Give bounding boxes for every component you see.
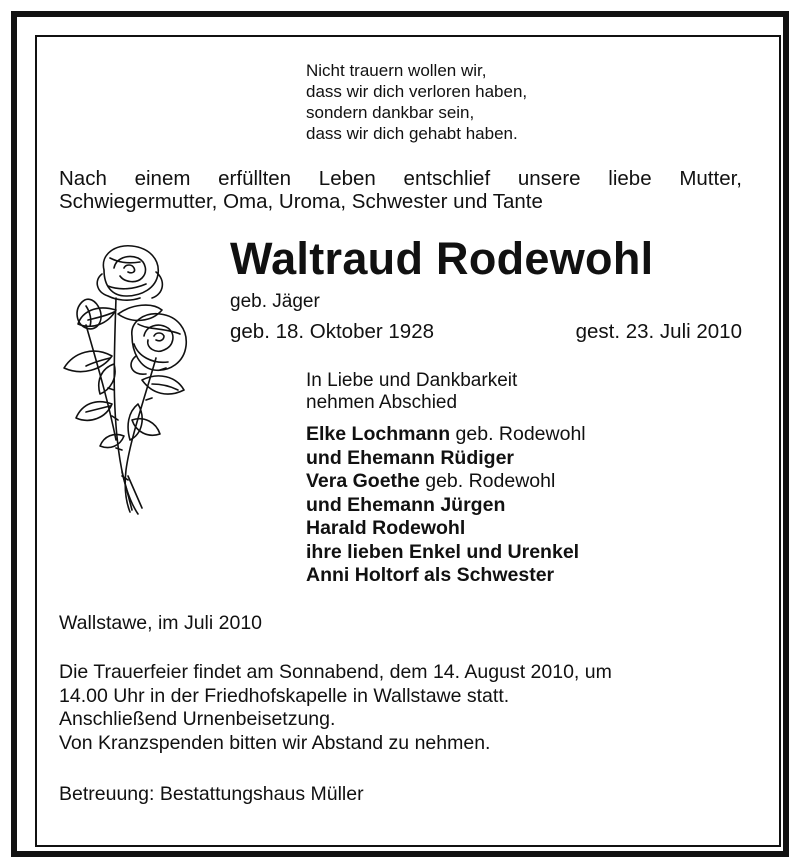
announcement-intro [59, 167, 742, 213]
mourners-list [306, 423, 586, 588]
farewell-line: nehmen Abschied [306, 392, 458, 413]
mourner-name: Anni Holtorf als Schwester [306, 564, 555, 586]
funeral-home-credit: Betreuung: Bestattungshaus Müller [59, 783, 364, 805]
memorial-poem [306, 60, 527, 144]
mourner-line [306, 517, 586, 541]
notice-line: Von Kranzspenden bitten wir Abstand zu nehmen. [59, 731, 491, 754]
mourner-note: geb. Rodewohl [419, 470, 556, 492]
poem-line: Nicht trauern wollen wir, [306, 61, 487, 80]
mourner-name: Harald Rodewohl [306, 517, 466, 539]
mourner-line [306, 541, 586, 565]
deceased-name: Waltraud Rodewohl [230, 233, 654, 284]
funeral-notice [59, 661, 743, 755]
intro-line: Nach einem erfüllten Leben entschlief unsere liebe Mutter, [59, 167, 742, 190]
rose-icon [56, 240, 188, 520]
farewell-line: In Liebe und Dankbarkeit [306, 370, 518, 391]
mourner-line [306, 470, 586, 494]
mourner-note: geb. Rodewohl [450, 423, 586, 445]
farewell-text [306, 370, 517, 414]
poem-line: sondern dankbar sein, [306, 103, 475, 122]
mourner-line [306, 423, 586, 447]
death-date: gest. 23. Juli 2010 [575, 320, 742, 343]
mourner-name: Vera Goethe [306, 470, 420, 492]
mourner-line [306, 494, 586, 518]
life-dates [230, 320, 742, 344]
place-date: Wallstawe, im Juli 2010 [59, 612, 263, 634]
birth-date: geb. 18. Oktober 1928 [230, 320, 435, 343]
notice-line: 14.00 Uhr in der Friedhofskapelle in Wallstawe statt. [59, 684, 510, 707]
poem-line: dass wir dich gehabt haben. [306, 124, 518, 143]
birth-name: geb. Jäger [230, 291, 320, 312]
poem-line: dass wir dich verloren haben, [306, 82, 528, 101]
mourner-name: und Ehemann Rüdiger [306, 446, 515, 469]
notice-line: Die Trauerfeier findet am Sonnabend, dem 14. August 2010, um [59, 661, 612, 683]
mourner-name: und Ehemann Jürgen [306, 493, 506, 516]
mourner-name: ihre lieben Enkel und Urenkel [306, 540, 580, 563]
intro-line: Schwiegermutter, Oma, Uroma, Schwester und Tante [59, 190, 543, 213]
mourner-line [306, 564, 586, 588]
notice-line: Anschließend Urnenbeisetzung. [59, 708, 336, 730]
mourner-line [306, 447, 586, 471]
mourner-name: Elke Lochmann [306, 423, 451, 445]
